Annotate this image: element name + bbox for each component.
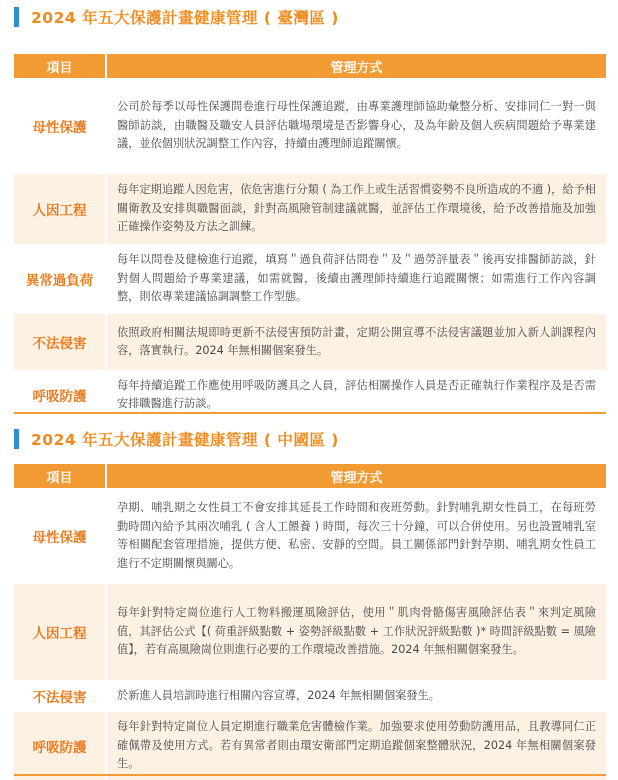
table-row [14, 712, 606, 780]
row-desc: 每年針對特定崗位人員定期進行職業危害體檢作業。加強要求使用勞動防護用品，且教導同仁正確佩帶及使用方式。若有異常者則由環安衛部門定期追蹤個案整體狀況，2024 年無相關個案發生。 [106, 712, 606, 780]
section-accent-bar [14, 7, 19, 27]
row-item: 不法侵害 [14, 680, 106, 712]
row-desc: 每年以問卷及健檢進行追蹤，填寫＂過負荷評估問卷＂及＂過勞評量表＂後再安排醫師訪談，針對個人問題給予專業建議，如需就醫，後續由護理師持續進行追蹤關懷；如需進行工作內容調整，則依專業建議協調調整工作型態。 [106, 244, 606, 314]
row-item: 不法侵害 [14, 314, 106, 370]
row-desc: 孕期、哺乳期之女性員工不會安排其延長工作時間和夜班勞動。針對哺乳期女性員工，在每班勞動時間內給予其兩次哺乳 ( 含人工餵養 ) 時間，每次三十分鐘，可以合併使用。另也設置哺乳室等相關配套管理措施，提供方便、私密、安靜的空間。員工關係部門針對孕期、哺乳期女性員工進行不定期關懷與關心。 [106, 488, 606, 584]
row-item: 人因工程 [14, 174, 106, 244]
table-header-row [14, 464, 606, 488]
header-method: 管理方式 [106, 54, 606, 78]
table-header-row [14, 54, 606, 78]
table-row [14, 584, 606, 680]
row-desc: 於新進人員培訓時進行相關內容宣導，2024 年無相關個案發生。 [106, 680, 606, 712]
section-title-text: 2024 年五大保護計畫健康管理 ( 臺灣區 ) [31, 9, 339, 27]
section-title-china [14, 429, 339, 449]
row-desc: 每年定期追蹤人因危害，依危害進行分類 ( 為工作上或生活習慣姿勢不良所造成的不適 )，給予相關衛教及安排與職醫面談，針對高風險管制建議就醫，並評估工作環境後，給予改善措施及加強正確操作姿勢及方法之訓練。 [106, 174, 606, 244]
section-accent-bar [14, 429, 19, 449]
row-desc: 每年針對特定崗位進行人工物料搬運風險評估，使用＂肌肉骨骼傷害風險評估表＂來判定風險值，其評估公式【( 荷重評級點數 + 姿勢評級點數 + 工作狀況評級點數 )* 時間評級點數 = 風險值】，若有高風險崗位則進行必要的工作環境改善措施。2024 年無相關個案發生。 [106, 584, 606, 680]
table-bottom-rule [14, 774, 606, 776]
table-taiwan [14, 54, 606, 420]
row-item: 呼吸防護 [14, 712, 106, 780]
table-row [14, 174, 606, 244]
row-desc: 每年持續追蹤工作應使用呼吸防護具之人員，評估相關操作人員是否正確執行作業程序及是否需安排職醫進行訪談。 [106, 370, 606, 420]
row-item: 母性保護 [14, 78, 106, 174]
table-china [14, 464, 606, 780]
table-row [14, 78, 606, 174]
table-row [14, 680, 606, 712]
section-title-text: 2024 年五大保護計畫健康管理 ( 中國區 ) [31, 431, 339, 449]
row-desc: 公司於每季以母性保護問卷進行母性保護追蹤，由專業護理師協助彙整分析、安排同仁一對一與醫師訪談，由職醫及職安人員評估職場環境是否影響身心，及為年齡及個人疾病問題給予專業建議，並依個別狀況調整工作內容，持續由護理師追蹤關懷。 [106, 78, 606, 174]
table-row [14, 488, 606, 584]
table-bottom-rule [14, 412, 606, 414]
row-item: 母性保護 [14, 488, 106, 584]
row-desc: 依照政府相關法規即時更新不法侵害預防計畫，定期公開宣導不法侵害議題並加入新人訓課程內容，落實執行。2024 年無相關個案發生。 [106, 314, 606, 370]
table-row [14, 244, 606, 314]
row-item: 呼吸防護 [14, 370, 106, 420]
header-method: 管理方式 [106, 464, 606, 488]
table-row [14, 314, 606, 370]
row-item: 異常過負荷 [14, 244, 106, 314]
section-title-taiwan [14, 7, 339, 27]
header-item: 項目 [14, 464, 106, 488]
row-item: 人因工程 [14, 584, 106, 680]
header-item: 項目 [14, 54, 106, 78]
